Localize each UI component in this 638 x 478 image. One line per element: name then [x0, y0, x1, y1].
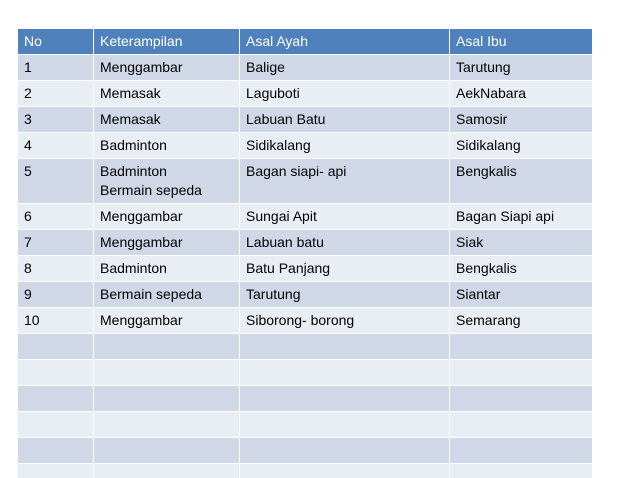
cell-text: Menggambar — [100, 59, 183, 75]
table-row — [18, 204, 593, 230]
header-no: No — [18, 29, 94, 55]
cell-text: 8 — [24, 260, 32, 276]
table-row — [18, 360, 593, 386]
table-row — [18, 282, 593, 308]
cell-text: Labuan batu — [246, 234, 324, 250]
cell-keterampilan — [94, 360, 240, 386]
cell-keterampilan — [94, 230, 240, 256]
table-row — [18, 438, 593, 464]
cell-asal-ayah — [240, 256, 450, 282]
cell-asal-ayah — [240, 159, 450, 204]
cell-keterampilan — [94, 464, 240, 478]
cell-no — [18, 386, 94, 412]
cell-text: Menggambar — [100, 312, 183, 328]
cell-text: Badminton — [100, 163, 167, 179]
cell-no — [18, 107, 94, 133]
cell-text: Siak — [456, 234, 484, 250]
cell-asal-ibu — [450, 230, 593, 256]
table-row — [18, 386, 593, 412]
cell-asal-ayah — [240, 438, 450, 464]
cell-no — [18, 133, 94, 159]
table-row — [18, 464, 593, 478]
data-table — [17, 28, 593, 478]
cell-keterampilan — [94, 81, 240, 107]
cell-text: Siborong- borong — [246, 312, 355, 328]
cell-no — [18, 282, 94, 308]
cell-asal-ayah — [240, 107, 450, 133]
cell-text: Sidikalang — [246, 137, 311, 153]
cell-keterampilan — [94, 107, 240, 133]
cell-keterampilan — [94, 386, 240, 412]
table-row — [18, 55, 593, 81]
cell-text: Batu Panjang — [246, 260, 331, 276]
cell-text: Bagan siapi- api — [246, 163, 347, 179]
cell-text: Memasak — [100, 85, 161, 101]
cell-asal-ibu — [450, 55, 593, 81]
cell-text: Tarutung — [246, 286, 301, 302]
cell-no — [18, 256, 94, 282]
cell-asal-ibu — [450, 282, 593, 308]
table-row — [18, 334, 593, 360]
table-row — [18, 412, 593, 438]
cell-asal-ayah — [240, 334, 450, 360]
cell-keterampilan — [94, 159, 240, 204]
cell-asal-ibu — [450, 412, 593, 438]
cell-text: Semarang — [456, 312, 521, 328]
cell-text: Sungai Apit — [246, 208, 317, 224]
table-row — [18, 107, 593, 133]
cell-asal-ayah — [240, 133, 450, 159]
cell-asal-ayah — [240, 412, 450, 438]
cell-asal-ibu — [450, 133, 593, 159]
cell-no — [18, 360, 94, 386]
table-body — [18, 55, 593, 478]
cell-text: Menggambar — [100, 208, 183, 224]
table-row — [18, 230, 593, 256]
cell-text: Memasak — [100, 111, 161, 127]
cell-text: 3 — [24, 111, 32, 127]
cell-asal-ayah — [240, 282, 450, 308]
cell-text: 5 — [24, 163, 32, 179]
cell-no — [18, 55, 94, 81]
cell-keterampilan — [94, 282, 240, 308]
cell-text: Balige — [246, 59, 285, 75]
cell-text: Bengkalis — [456, 163, 517, 179]
cell-no — [18, 438, 94, 464]
cell-asal-ibu — [450, 464, 593, 478]
cell-text: Bagan Siapi api — [456, 208, 555, 224]
cell-keterampilan — [94, 438, 240, 464]
cell-keterampilan — [94, 308, 240, 334]
cell-no — [18, 230, 94, 256]
cell-keterampilan — [94, 55, 240, 81]
table-row — [18, 256, 593, 282]
cell-no — [18, 334, 94, 360]
cell-asal-ibu — [450, 386, 593, 412]
cell-text: 1 — [24, 59, 32, 75]
cell-text: 2 — [24, 85, 32, 101]
cell-asal-ayah — [240, 464, 450, 478]
cell-no — [18, 464, 94, 478]
cell-text: Labuan Batu — [246, 111, 326, 127]
cell-text: Bermain sepeda — [100, 286, 202, 302]
cell-text: Bengkalis — [456, 260, 517, 276]
cell-text: 6 — [24, 208, 32, 224]
table-header-row — [18, 29, 593, 55]
cell-no — [18, 412, 94, 438]
cell-keterampilan — [94, 133, 240, 159]
cell-text: AekNabara — [456, 85, 527, 101]
cell-text: Badminton — [100, 260, 167, 276]
cell-no — [18, 204, 94, 230]
cell-text: Samosir — [456, 111, 508, 127]
table-row — [18, 133, 593, 159]
table-row — [18, 81, 593, 107]
cell-keterampilan — [94, 334, 240, 360]
header-keterampilan: Keterampilan — [94, 29, 240, 55]
cell-asal-ibu — [450, 360, 593, 386]
cell-asal-ibu — [450, 308, 593, 334]
header-asal-ayah: Asal Ayah — [240, 29, 450, 55]
cell-asal-ibu — [450, 334, 593, 360]
cell-asal-ayah — [240, 81, 450, 107]
cell-asal-ayah — [240, 308, 450, 334]
cell-text: Siantar — [456, 286, 501, 302]
cell-keterampilan — [94, 256, 240, 282]
cell-keterampilan — [94, 204, 240, 230]
cell-asal-ibu — [450, 107, 593, 133]
table-row — [18, 308, 593, 334]
cell-text: Badminton — [100, 137, 167, 153]
cell-text: Bermain sepeda — [100, 182, 202, 198]
cell-asal-ibu — [450, 256, 593, 282]
cell-asal-ayah — [240, 360, 450, 386]
cell-text: 9 — [24, 286, 32, 302]
cell-no — [18, 159, 94, 204]
table-row — [18, 159, 593, 204]
cell-asal-ibu — [450, 159, 593, 204]
cell-asal-ayah — [240, 204, 450, 230]
cell-asal-ayah — [240, 55, 450, 81]
cell-asal-ibu — [450, 81, 593, 107]
cell-text: Tarutung — [456, 59, 511, 75]
cell-asal-ibu — [450, 438, 593, 464]
cell-asal-ibu — [450, 204, 593, 230]
header-asal-ibu: Asal Ibu — [450, 29, 593, 55]
cell-asal-ayah — [240, 230, 450, 256]
cell-asal-ayah — [240, 386, 450, 412]
cell-text: Laguboti — [246, 85, 300, 101]
cell-keterampilan — [94, 412, 240, 438]
cell-text: 7 — [24, 234, 32, 250]
cell-text: Menggambar — [100, 234, 183, 250]
cell-no — [18, 81, 94, 107]
cell-no — [18, 308, 94, 334]
cell-text: 10 — [24, 312, 40, 328]
cell-text: 4 — [24, 137, 32, 153]
cell-text: Sidikalang — [456, 137, 521, 153]
